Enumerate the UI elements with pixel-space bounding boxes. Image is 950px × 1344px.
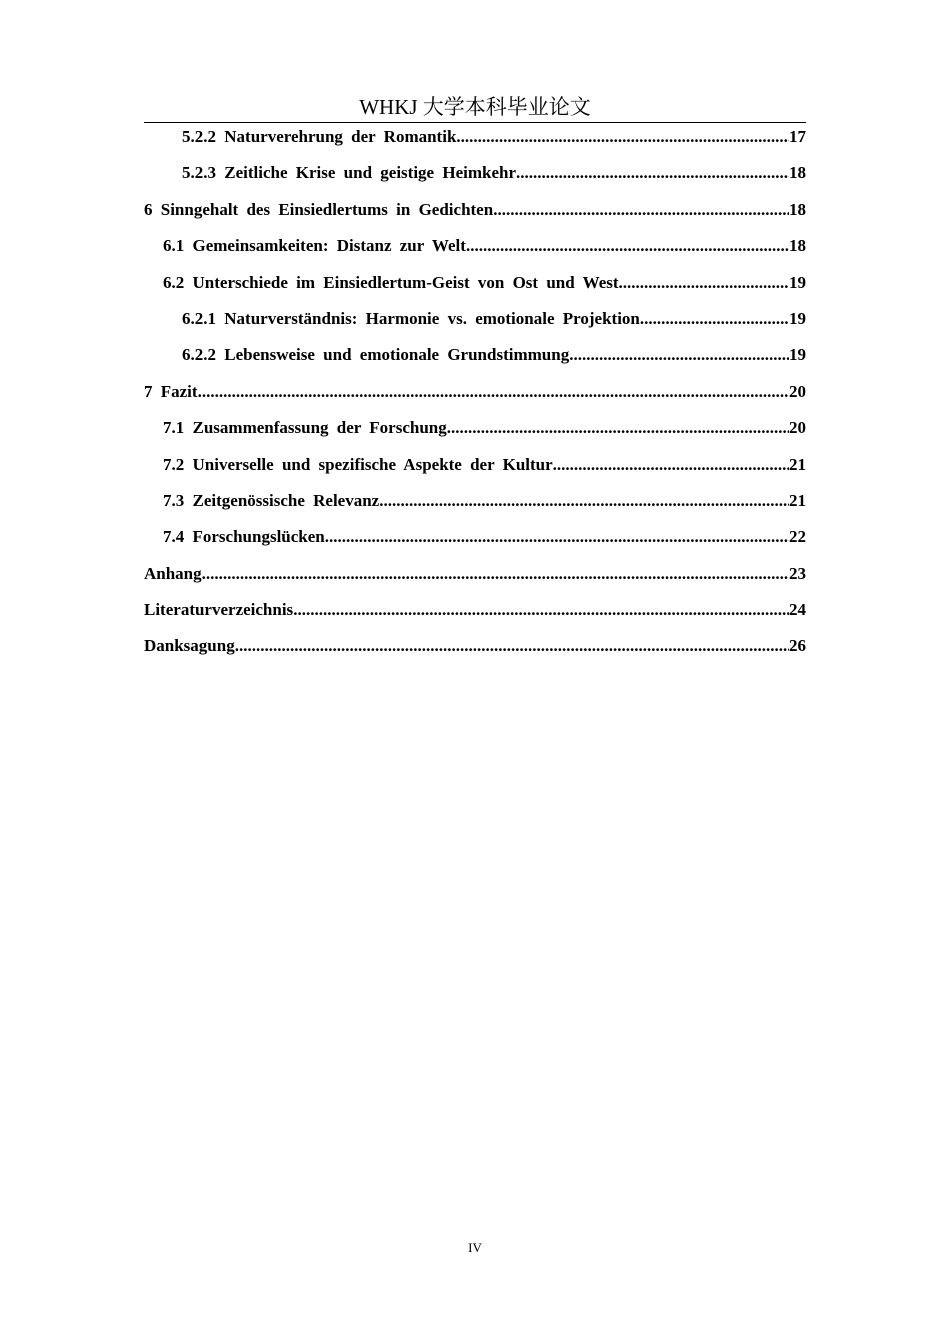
toc-dot-leader [456, 124, 789, 150]
toc-entry-page: 22 [789, 527, 806, 547]
toc-entry-page: 18 [789, 199, 806, 219]
toc-entry-page: 19 [789, 272, 806, 292]
toc-entry-page: 17 [789, 127, 806, 146]
page-number: IV [468, 1240, 482, 1255]
toc-entry-page: 26 [789, 636, 806, 656]
toc-entry-page: 18 [789, 163, 806, 183]
toc-entry[interactable] [144, 452, 806, 488]
toc-entry-title: 5.2.3 Zeitliche Krise und geistige Heimkehr [182, 163, 516, 183]
toc-entry-page: 19 [789, 345, 806, 365]
toc-entry[interactable] [144, 197, 806, 233]
toc-entry[interactable] [144, 633, 806, 669]
toc-entry-title: Danksagung [144, 636, 235, 656]
toc-entry-title: 7.4 Forschungslücken [163, 527, 325, 547]
toc-entry-page: 21 [789, 490, 806, 510]
toc-dot-leader [466, 233, 789, 259]
toc-entry-title: 7.3 Zeitgenössische Relevanz [163, 490, 380, 510]
toc-dot-leader [569, 342, 789, 368]
toc-entry[interactable] [144, 488, 806, 524]
toc-dot-leader [447, 415, 789, 441]
toc-entry-page: 24 [789, 600, 806, 620]
toc-entry-title: 7.2 Universelle und spezifische Aspekte der Kultur [163, 454, 553, 474]
toc-entry-title: Anhang [144, 563, 202, 583]
toc-entry-title: 6.2 Unterschiede im Einsiedlertum-Geist von Ost und West [163, 272, 619, 292]
toc-entry-title: 6.2.1 Naturverständnis: Harmonie vs. emotionale Projektion [182, 308, 640, 328]
toc-entry[interactable] [144, 270, 806, 306]
toc-entry[interactable] [144, 233, 806, 269]
toc-entry-title: 6 Sinngehalt des Einsiedlertums in Gedichten [144, 199, 494, 219]
header-rule [144, 122, 806, 123]
toc-entry[interactable] [144, 124, 806, 160]
toc-entry[interactable] [144, 561, 806, 597]
toc-dot-leader [235, 633, 789, 659]
toc-entry-title: Literaturverzeichnis [144, 600, 294, 620]
toc-entry-title: 6.1 Gemeinsamkeiten: Distanz zur Welt [163, 236, 466, 256]
toc-entry[interactable] [144, 160, 806, 196]
toc-entry[interactable] [144, 524, 806, 560]
toc-dot-leader [619, 270, 789, 296]
toc-entry-page: 20 [789, 418, 806, 438]
toc-dot-leader [493, 197, 789, 223]
toc-entry-title: 5.2.2 Naturverehrung der Romantik [182, 127, 457, 146]
running-header: WHKJ 大学本科毕业论文 [359, 95, 591, 119]
toc-entry-title: 6.2.2 Lebensweise und emotionale Grundstimmung [182, 345, 570, 365]
toc-entry[interactable] [144, 597, 806, 633]
toc-dot-leader [516, 160, 789, 186]
toc-dot-leader [640, 306, 789, 332]
toc-dot-leader [379, 488, 789, 514]
toc-dot-leader [293, 597, 789, 623]
toc-entry-title: 7 Fazit [144, 381, 198, 401]
toc-dot-leader [202, 561, 789, 587]
toc-entry[interactable] [144, 342, 806, 378]
toc-entry[interactable] [144, 415, 806, 451]
toc-entry-title: 7.1 Zusammenfassung der Forschung [163, 418, 447, 438]
toc-entry-page: 21 [789, 454, 806, 474]
toc-entry-page: 23 [789, 563, 806, 583]
table-of-contents [144, 124, 806, 670]
toc-entry-page: 18 [789, 236, 806, 256]
toc-entry-page: 20 [789, 381, 806, 401]
toc-dot-leader [553, 452, 789, 478]
toc-entry-page: 19 [789, 308, 806, 328]
toc-entry[interactable] [144, 306, 806, 342]
toc-dot-leader [325, 524, 789, 550]
toc-dot-leader [198, 379, 789, 405]
toc-entry[interactable] [144, 379, 806, 415]
